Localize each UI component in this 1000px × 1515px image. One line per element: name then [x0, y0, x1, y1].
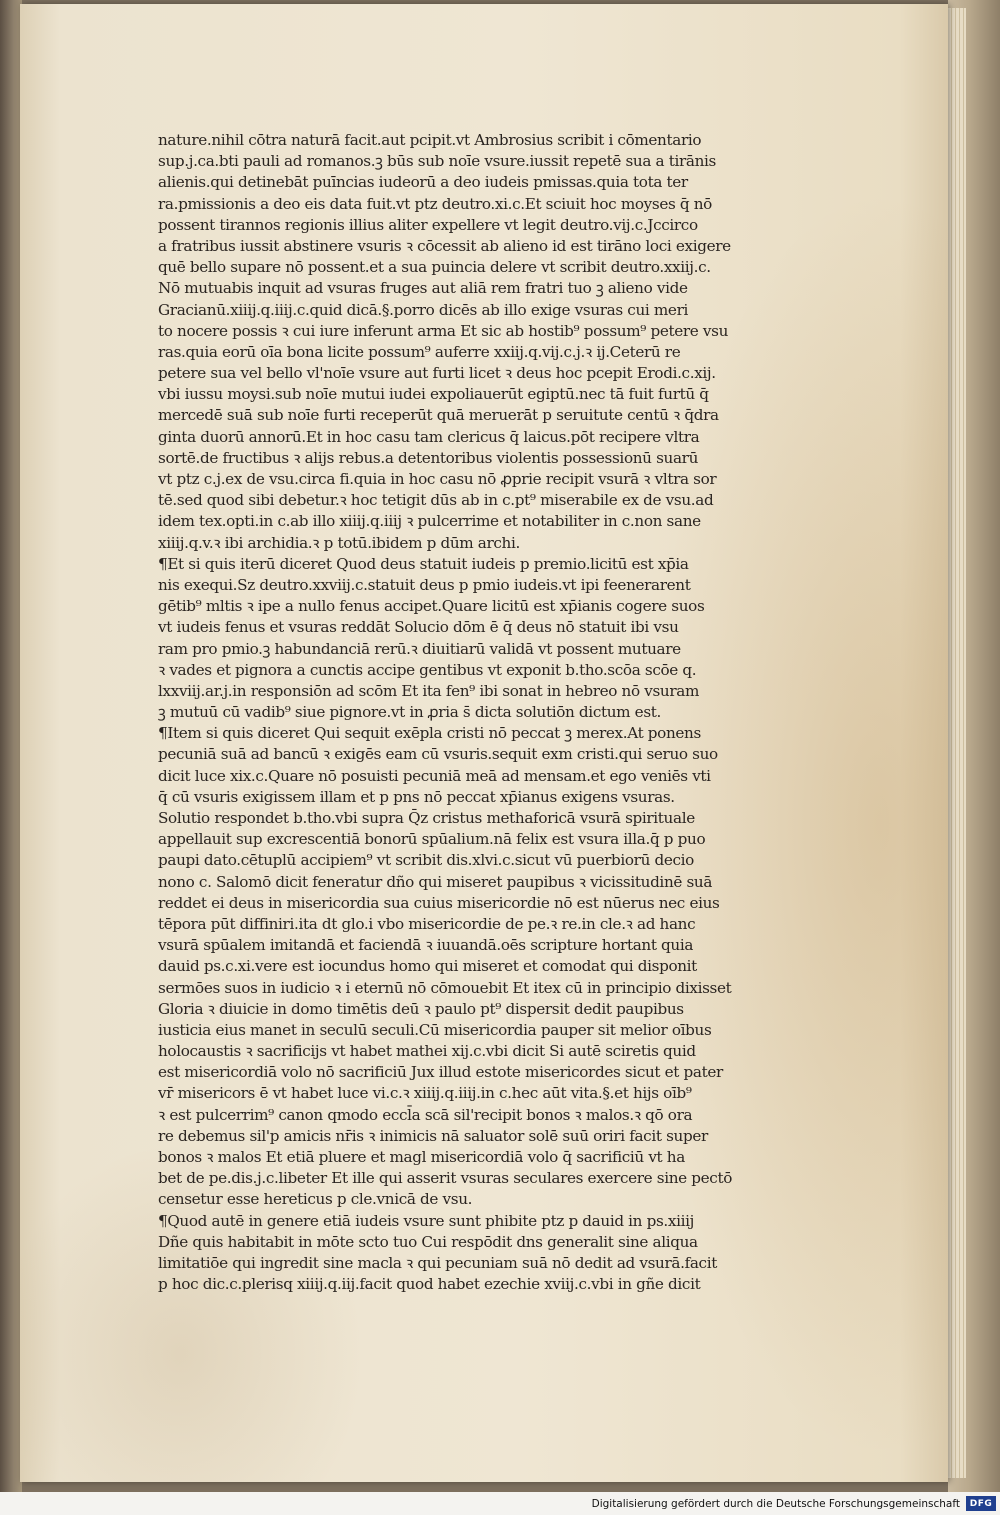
text-line: paupi dato.cētuplū accipiem⁹ vt scribit dis.xlvi.c.sicut vū puerbiorū decio — [158, 851, 694, 870]
text-line: ram pro pmio.ꝫ habundanciā rerū.ꝛ diuitiarū validā vt possent mutuare — [158, 639, 681, 658]
text-line: vr̄ misericors ē vt habet luce vi.c.ꝛ xiiij.q.iiij.in c.hec aūt vita.§.et hijs oīb⁹ — [158, 1084, 692, 1103]
text-line: to nocere possis ꝛ cui iure inferunt arma Et sic ab hostib⁹ possum⁹ petere vsu — [158, 321, 729, 340]
text-line: ra.pmissionis a deo eis data fuit.vt ptz deutro.xi.c.Et sciuit hoc moyses q̄ nō — [158, 194, 712, 213]
text-line: est misericordiā volo nō sacrificiū Jux illud estote misericordes sicut et pater — [158, 1063, 723, 1082]
text-line: Dñe quis habitabit in mōte scto tuo Cui respōdit dns generalit sine aliqua — [158, 1232, 698, 1251]
text-line: possent tirannos regionis illius aliter expellere vt legit deutro.vij.c.Jccirco — [158, 215, 698, 234]
manuscript-page — [20, 4, 948, 1482]
text-line: reddet ei deus in misericordia sua cuius misericordie nō est nūerus nec eius — [158, 893, 720, 912]
text-line: bonos ꝛ malos Et etiā pluere et magl misericordiā volo q̄ sacrificiū vt ha — [158, 1148, 685, 1166]
text-line: nature.nihil cōtra naturā facit.aut pcipit.vt Ambrosius scribit i cōmentario — [158, 131, 702, 149]
text-line: censetur esse hereticus p cle.vnicā de vsu. — [158, 1190, 473, 1209]
text-line: sortē.de fructibus ꝛ alijs rebus.a detentoribus violentis possessionū suarū — [158, 448, 698, 467]
text-line: gētib⁹ mltis ꝛ ipe a nullo fenus accipet.Quare licitū est xp̄ianis cogere suos — [158, 597, 705, 616]
text-line: tē.sed quod sibi debetur.ꝛ hoc tetigit dūs ab in c.pt⁹ miserabile ex de vsu.ad — [158, 491, 714, 510]
text-line: dicit luce xix.c.Quare nō posuisti pecuniā meā ad mensam.et ego veniēs vti — [158, 766, 711, 785]
footer-credit: Digitalisierung gefördert durch die Deutsche Forschungsgemeinschaft — [591, 1497, 960, 1510]
text-line: idem tex.opti.in c.ab illo xiiij.q.iiij ꝛ pulcerrime et notabiliter in c.non sane — [158, 512, 701, 531]
text-line: holocaustis ꝛ sacrificijs vt habet mathei xij.c.vbi dicit Si autē sciretis quid — [158, 1042, 696, 1061]
text-line: nis exequi.Sz deutro.xxviij.c.statuit deus p pmio iudeis.vt ipi feenerarent — [158, 575, 691, 594]
text-line: ꝛ est pulcerrim⁹ canon qmodo eccl̄a scā sil'recipit bonos ꝛ malos.ꝛ qō ora — [158, 1105, 693, 1124]
text-line: q̄ cū vsuris exigissem illam et p pns nō peccat xp̄ianus exigens vsuras. — [158, 787, 675, 806]
text-line: vsurā spūalem imitandā et faciendā ꝛ iuuandā.oēs scripture hortant quia — [158, 936, 694, 955]
text-line: quē bello supare nō possent.et a sua puincia delere vt scribit deutro.xxiij.c. — [158, 258, 711, 277]
text-block — [158, 130, 736, 1295]
text-line: pecuniā suā ad bancū ꝛ exigēs eam cū vsuris.sequit exm cristi.qui seruo suo — [158, 745, 718, 764]
text-line: sermōes suos in iudicio ꝛ i eternū nō cōmouebit Et itex cū in principio dixisset — [158, 978, 732, 997]
text-line: p hoc dic.c.plerisq xiiij.q.iij.facit quod habet ezechie xviij.c.vbi in gñe dicit — [158, 1275, 701, 1294]
text-line: nono c. Salomō dicit feneratur dño qui miseret paupibus ꝛ vicissitudinē suā — [158, 872, 713, 891]
dfg-logo-icon: DFG — [966, 1496, 996, 1511]
text-line: ¶Item si quis diceret Qui sequit exēpla cristi nō peccat ꝫ merex.At ponens — [158, 724, 701, 743]
text-line: appellauit sup excrescentiā bonorū spūalium.nā felix est vsura illa.q̄ p puo — [158, 830, 706, 849]
text-line: lxxviij.ar.j.in responsiōn ad scōm Et ita fen⁹ ibi sonat in hebreo nō vsuram — [158, 681, 700, 700]
text-line: vt iudeis fenus et vsuras reddāt Solucio dōm ē q̄ deus nō statuit ibi vsu — [158, 618, 679, 637]
text-line: dauid ps.c.xi.vere est iocundus homo qui miseret et comodat qui disponit — [158, 957, 697, 976]
text-line: Gloria ꝛ diuicie in domo timētis deū ꝛ paulo pt⁹ dispersit dedit paupibus — [158, 999, 684, 1018]
text-line: petere sua vel bello vl'noīe vsure aut furti licet ꝛ deus hoc pcepit Erodi.c.xij. — [158, 364, 716, 383]
text-line: Solutio respondet b.tho.vbi supra Q̄z cristus methaforicā vsurā spirituale — [158, 809, 695, 827]
text-line: a fratribus iussit abstinere vsuris ꝛ cōcessit ab alieno id est tirāno loci exigere — [158, 236, 731, 255]
text-line: xiiij.q.v.ꝛ ibi archidia.ꝛ p totū.ibidem p dūm archi. — [158, 533, 520, 552]
text-line: ginta duorū annorū.Et in hoc casu tam clericus q̄ laicus.pōt recipere vltra — [158, 427, 700, 446]
text-line: iusticia eius manet in seculū seculi.Cū misericordia pauper sit melior oībus — [158, 1020, 712, 1039]
text-line: Gracianū.xiiij.q.iiij.c.quid dicā.§.porro dicēs ab illo exige vsuras cui meri — [158, 300, 688, 319]
text-line: bet de pe.dis.j.c.libeter Et ille qui asserit vsuras seculares exercere sine pectō — [158, 1169, 732, 1188]
text-line: mercedē suā sub noīe furti receperūt quā meruerāt p seruitute centū ꝛ q̄dra — [158, 406, 719, 425]
text-line: vt ptz c.j.ex de vsu.circa fi.quia in hoc casu nō ꝓprie recipit vsurā ꝛ vltra sor — [158, 470, 717, 488]
text-line: ras.quia eorū oīa bona licite possum⁹ auferre xxiij.q.vij.c.j.ꝛ ij.Ceterū re — [158, 342, 681, 361]
text-line: ꝛ vades et pignora a cunctis accipe gentibus vt exponit b.tho.scōa scōe q. — [158, 660, 697, 679]
footer-bar — [0, 1492, 1000, 1515]
text-line: ꝫ mutuū cū vadib⁹ siue pignore.vt in ꝓria s̄ dicta solutiōn dictum est. — [158, 703, 661, 722]
text-line: tēpora pūt diffiniri.ita dt glo.i vbo misericordie de pe.ꝛ re.in cle.ꝛ ad hanc — [158, 914, 696, 933]
binding-left-edge — [0, 0, 22, 1492]
text-line: Nō mutuabis inquit ad vsuras fruges aut aliā rem fratri tuo ꝫ alieno vide — [158, 279, 688, 298]
text-line: limitatiōe qui ingredit sine macla ꝛ qui pecuniam suā nō dedit ad vsurā.facit — [158, 1253, 717, 1272]
text-line: alienis.qui detinebāt puīncias iudeorū a deo iudeis pmissas.quia tota ter — [158, 173, 688, 192]
text-line: vbi iussu moysi.sub noīe mutui iudei expoliauerūt egiptū.nec tā fuit furtū q̄ — [158, 385, 709, 404]
text-line: ¶Quod autē in genere etiā iudeis vsure sunt phibite ptz p dauid in ps.xiiij — [158, 1211, 694, 1230]
text-line: re debemus sil'p amicis nr̄is ꝛ inimicis nā saluator solē suū oriri facit super — [158, 1126, 708, 1145]
text-line: sup.j.ca.bti pauli ad romanos.ꝫ būs sub noīe vsure.iussit repetē sua a tirānis — [158, 152, 716, 171]
text-line: ¶Et si quis iterū diceret Quod deus statuit iudeis p premio.licitū est xp̄ia — [158, 554, 689, 573]
